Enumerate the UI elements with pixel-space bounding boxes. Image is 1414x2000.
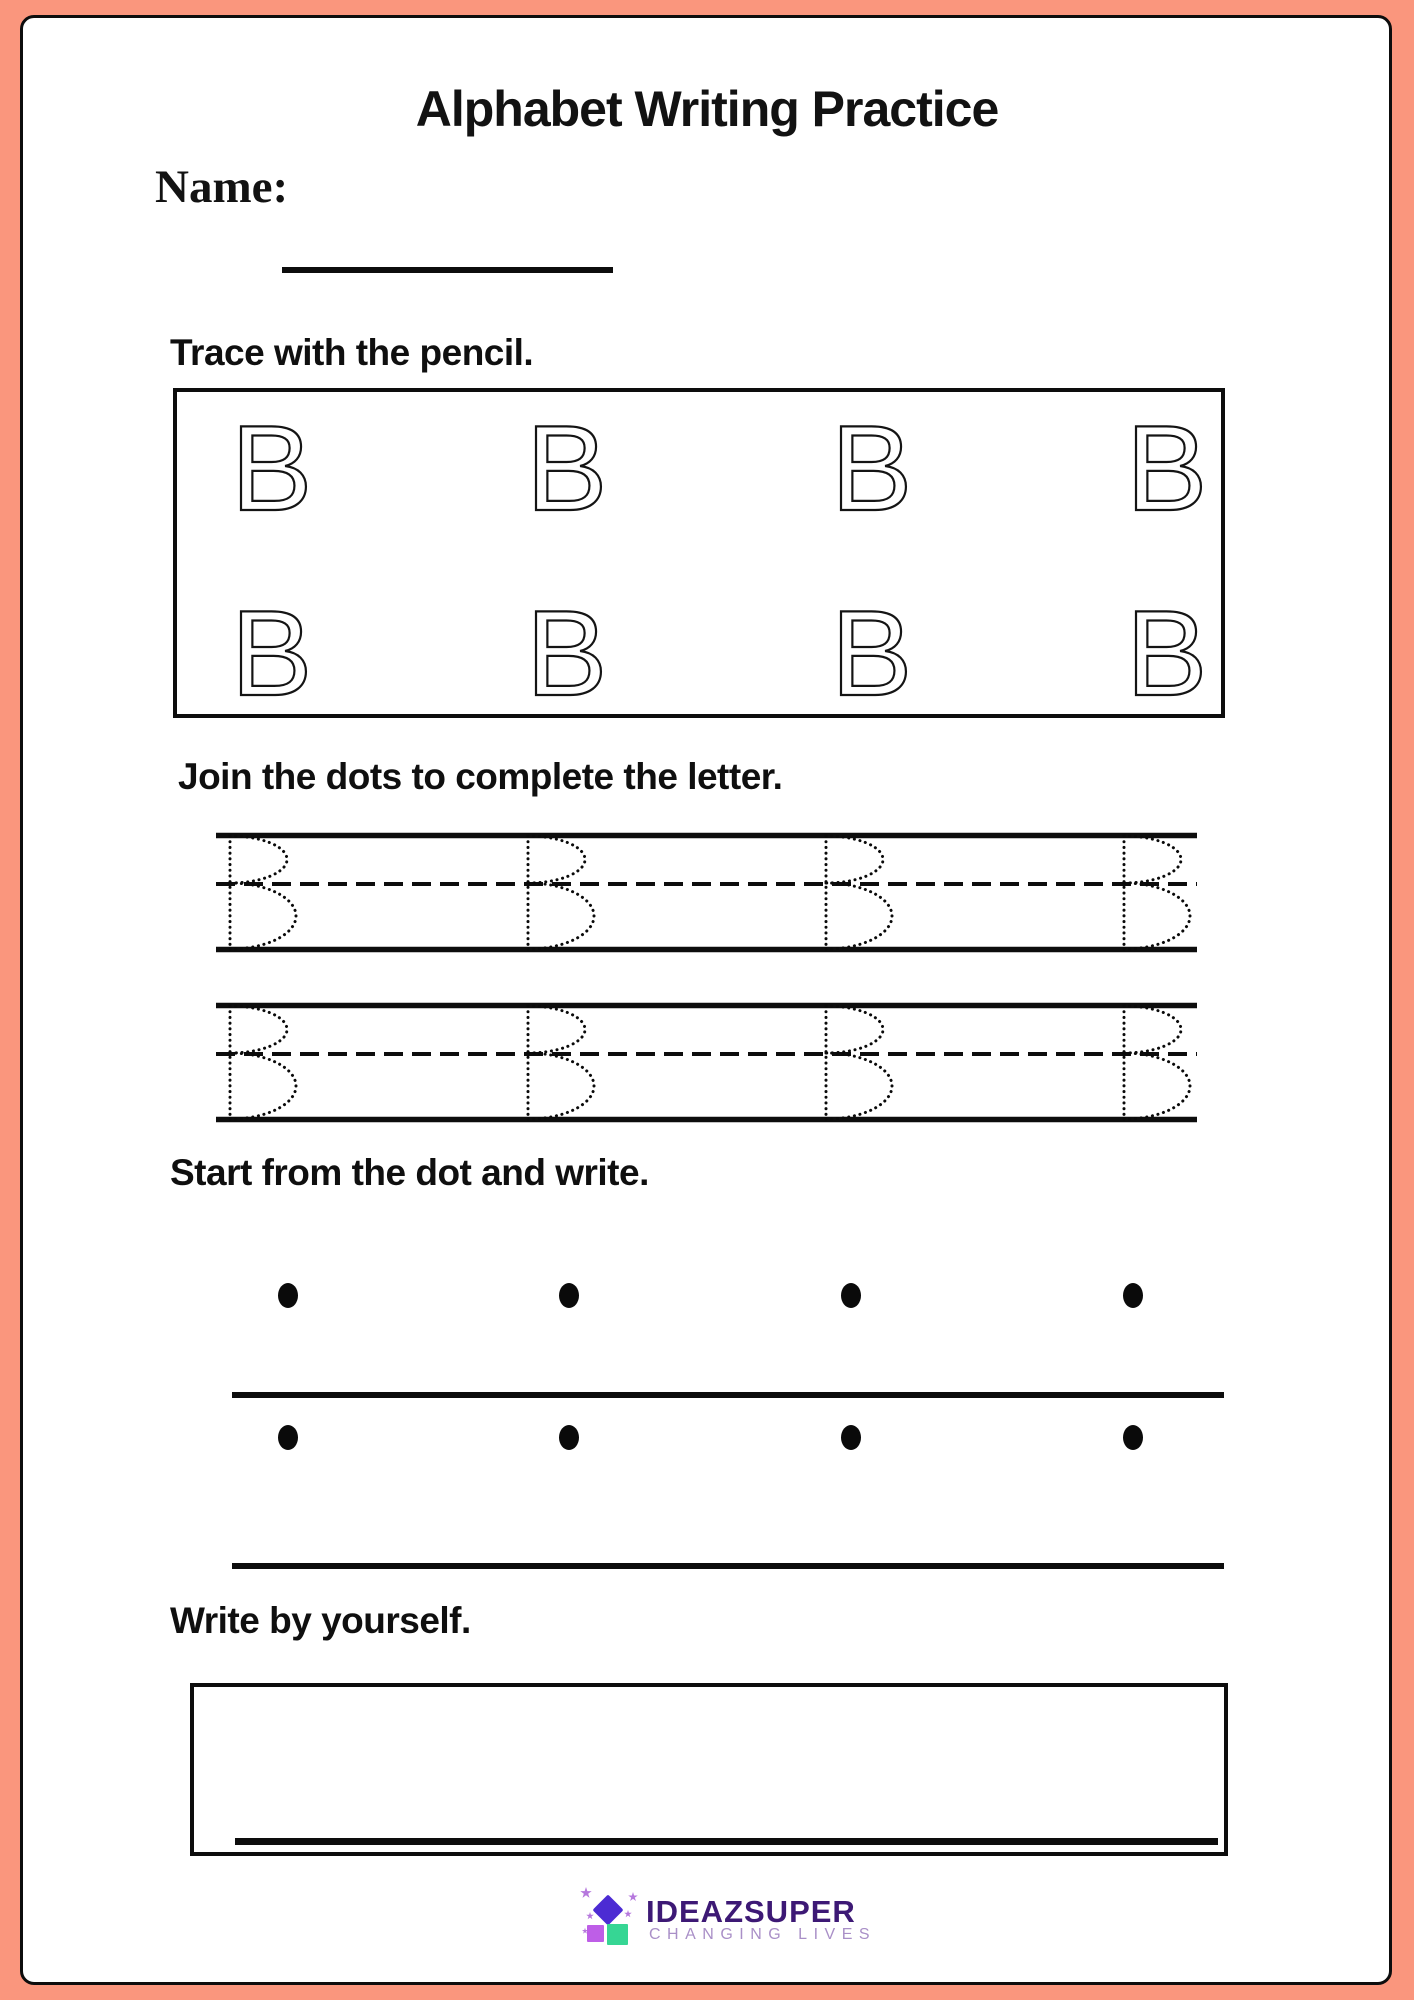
trace-letter: B	[1126, 585, 1208, 714]
dotted-letter-b	[528, 836, 594, 949]
start-dot	[1123, 1283, 1143, 1308]
trace-letter: B	[526, 400, 608, 536]
diamond-icon	[592, 1894, 623, 1925]
green-square-icon	[607, 1924, 628, 1945]
dotted-letter-row	[213, 1000, 1199, 1124]
trace-letter: B	[231, 400, 313, 536]
trace-section-heading: Trace with the pencil.	[170, 332, 534, 373]
trace-letters-box	[173, 388, 1225, 718]
name-label: Name:	[155, 161, 289, 213]
brand-logo-icon	[578, 1886, 642, 1948]
start-dot	[278, 1283, 298, 1308]
dotted-letter-b	[528, 1006, 594, 1119]
trace-letter: B	[526, 585, 608, 714]
dotted-letter-b	[826, 1006, 892, 1119]
join-section-heading: Join the dots to complete the letter.	[178, 756, 783, 797]
dotted-letter-row	[213, 830, 1199, 954]
page-title: Alphabet Writing Practice	[415, 81, 999, 137]
purple-square-icon	[587, 1925, 604, 1942]
start-dot	[1123, 1425, 1143, 1450]
start-section-heading: Start from the dot and write.	[170, 1152, 649, 1193]
name-write-line	[282, 267, 613, 273]
start-dot	[841, 1283, 861, 1308]
writing-baseline	[232, 1392, 1224, 1398]
write-section-heading: Write by yourself.	[170, 1600, 471, 1641]
brand-tagline: CHANGING LIVES	[649, 1926, 877, 1943]
dotted-letter-b	[1124, 836, 1190, 949]
start-dot	[278, 1425, 298, 1450]
start-dot	[559, 1283, 579, 1308]
trace-letter: B	[831, 400, 913, 536]
dotted-letter-b	[230, 1006, 296, 1119]
writing-baseline	[235, 1838, 1218, 1845]
start-dot	[841, 1425, 861, 1450]
brand-name: IDEAZSUPER	[646, 1894, 856, 1929]
dotted-letter-b	[230, 836, 296, 949]
trace-letter: B	[1126, 400, 1208, 536]
free-writing-box	[190, 1683, 1228, 1856]
start-dot	[559, 1425, 579, 1450]
trace-letters-grid	[177, 392, 1221, 714]
writing-baseline	[232, 1563, 1224, 1569]
trace-letter: B	[831, 585, 913, 714]
dotted-letter-b	[826, 836, 892, 949]
dotted-letter-b	[1124, 1006, 1190, 1119]
trace-letter: B	[231, 585, 313, 714]
